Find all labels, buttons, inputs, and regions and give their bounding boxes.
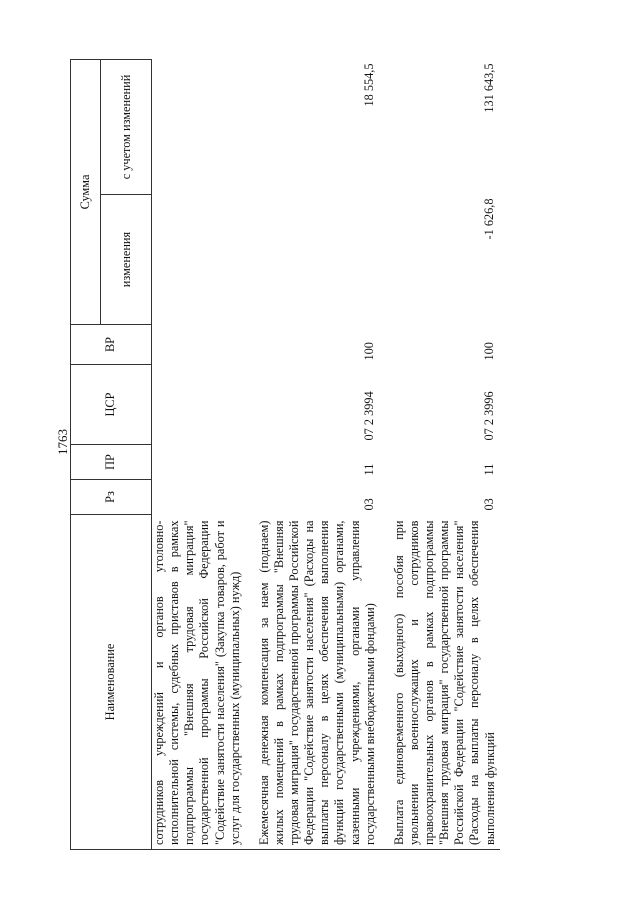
header-vr: ВР [71,325,152,365]
budget-table [70,59,500,850]
header-changes: изменения [101,195,152,325]
row-total: 18 554,5 [361,63,376,107]
rotated-page [70,60,580,850]
row-csr: 07 2 3994 [361,391,376,441]
header-name: Наименование [71,515,152,850]
row-pr: 11 [481,463,496,476]
table-row [255,59,380,849]
row-vr: 100 [481,342,496,361]
table-row [152,59,245,849]
row-changes [152,195,245,325]
header-csr: ЦСР [71,365,152,445]
row-rz: 03 [481,498,496,511]
header-pr: ПР [71,445,152,480]
row-changes [255,195,380,325]
row-name: Выплата единовременного (выходного) пособия при увольнении военнослужащих и сотрудников правоохранительных органов в рамках подпрограммы "Внешняя трудовая миграция" государственной программы Российской Федерации "Содействие занятости населения" (Расходы на выплаты персоналу в целях обеспечения выполнения функций [390,515,500,850]
header-with-changes: с учетом изменений [101,59,152,194]
table-row [390,59,500,849]
row-changes: -1 626,8 [481,198,496,240]
page-number: 1763 [55,429,70,455]
row-csr: 07 2 3996 [481,391,496,441]
row-total: 131 643,5 [481,63,496,113]
row-vr: 100 [361,342,376,361]
row-pr: 11 [361,463,376,476]
row-rz [152,480,245,515]
row-pr [152,445,245,480]
row-name: сотрудников учреждений и органов уголовно-исполнительной системы, судебных приставов в рамках подпрограммы "Внешняя трудовая миграция" государственной программы Российской Федерации "Содействие занятости населения" (Закупка товаров, работ и услуг для государственных (муниципальных) нужд) [152,515,245,850]
row-total [152,59,245,194]
row-vr [152,325,245,365]
header-rz: Рз [71,480,152,515]
row-rz: 03 [361,498,376,511]
row-csr [152,365,245,445]
header-sum: Сумма [71,59,101,324]
row-name: Ежемесячная денежная компенсация за наем (поднаем) жилых помещений в рамках подпрограммы "Внешняя трудовая миграция" государственной программы Российской Федерации "Содействие занятости населения" (Расходы на выплаты персоналу в целях обеспечения выполнения функций государственными (муниципальными) органами, казенными учреждениями, органами управления государственными внебюджетными фондами) [255,515,380,850]
